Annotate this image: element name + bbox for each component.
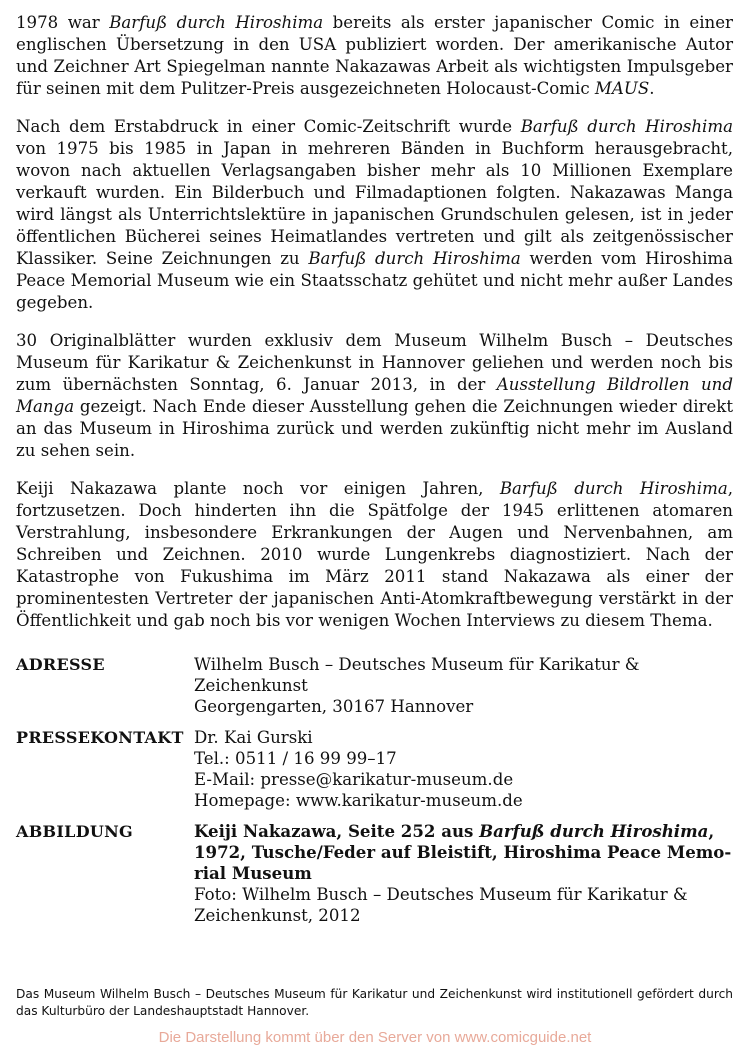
- info-table: [16, 654, 733, 926]
- text: Nach dem Erstabdruck in einer Comic-Zeitschrift wurde: [16, 117, 521, 136]
- info-row-pressekontakt: [16, 727, 733, 811]
- text: , 1972, Tusche/Feder auf Bleistift, Hiroshima Peace Memorial Museum: [194, 821, 732, 883]
- text: von 1975 bis 1985 in Japan in mehreren Bänden in Buchform herausgebracht, wovon nach aktuellen Verlagsangaben bisher mehr als 10 Millionen Exemplare verkauft wurden. Ein Bilderbuch und Filmadaptionen folgten. Nakazawas Manga wird längst als Unterrichtslektüre in japanischen Grundschulen gelesen, ist in jeder öffentlichen Bücherei seines Heimatlandes vertreten und gilt als zeitgenössischer Klassiker. Seine Zeichnungen zu: [16, 139, 733, 268]
- text: , fortzusetzen. Doch hinderten ihn die Spätfolge der 1945 erlittenen atomaren Verstrahlung, insbesondere Erkrankungen der Augen und Nervenbahnen, am Schreiben und Zeichnen. 2010 wurde Lungenkrebs diagnostiziert. Nach der Katastrophe von Fukushima im März 2011 stand Nakazawa als einer der prominentesten Vertreter der japanischen Anti-Atomkraftbewegung verstärkt in der Öffentlichkeit und gab noch bis vor wenigen Wochen Interviews zu diesem Thema.: [16, 479, 733, 630]
- contact-phone: Tel.: 0511 / 16 99 99–17: [194, 749, 397, 768]
- funding-note: Das Museum Wilhelm Busch – Deutsches Museum für Karikatur und Zeichenkunst wird institutionell gefördert durch das Kulturbüro der Landeshauptstadt Hannover.: [16, 987, 733, 1018]
- text: werden vom Hiroshima Peace Memorial Museum wie ein Staatsschatz gehütet und nicht mehr außer Landes gegeben.: [16, 249, 734, 312]
- title-italic: Barfuß durch Hiroshima: [109, 13, 324, 32]
- text: .: [649, 79, 655, 98]
- text: Keiji Nakazawa, Seite 252 aus: [194, 821, 480, 841]
- info-label-pressekontakt: PRESSEKONTAKT: [16, 728, 184, 747]
- title-italic: Ausstellung Bildrollen und Manga: [16, 375, 733, 416]
- title-italic: Barfuß durch Hiroshima: [479, 821, 709, 841]
- address-line: Georgengarten, 30167 Hannover: [194, 697, 474, 716]
- title-italic: Barfuß durch Hiroshima: [499, 479, 728, 498]
- text: bereits als erster japanischer Comic in einer englischen Übersetzung in den USA publiziert worden. Der amerikanische Autor und Zeichner Art Spiegelman nannte Nakazawas Arbeit als wichtigsten Impulsgeber für seinen mit dem Pulitzer-Preis ausgezeichneten Holocaust-Comic: [16, 13, 733, 98]
- info-value-pressekontakt: [194, 727, 733, 811]
- title-italic: Barfuß durch Hiroshima: [520, 117, 733, 136]
- info-row-adresse: [16, 654, 733, 717]
- contact-email[interactable]: E-Mail: presse@karikatur-museum.de: [194, 770, 514, 789]
- image-caption: [194, 821, 733, 884]
- info-row-abbildung: [16, 821, 733, 926]
- text: 30 Originalblätter wurden exklusiv dem Museum Wilhelm Busch – Deutsches Museum für Karikatur & Zeichenkunst in Hannover geliehen und werden noch bis zum übernächsten Sonntag, 6. Januar 2013, in der: [16, 331, 733, 394]
- address-line: Wilhelm Busch – Deutsches Museum für Karikatur & Zeichenkunst: [194, 655, 640, 695]
- info-label-adresse: ADRESSE: [16, 655, 105, 674]
- title-italic: MAUS: [594, 79, 650, 98]
- paragraph-2: [16, 116, 733, 314]
- paragraph-3: [16, 330, 733, 462]
- paragraph-1: [16, 12, 733, 100]
- info-value-abbildung: [194, 821, 733, 926]
- photo-credit: Foto: Wilhelm Busch – Deutsches Museum für Karikatur & Zeichenkunst, 2012: [194, 885, 688, 925]
- text: Keiji Nakazawa plante noch vor einigen Jahren,: [16, 479, 500, 498]
- title-italic: Barfuß durch Hiroshima: [308, 249, 521, 268]
- contact-homepage[interactable]: Homepage: www.karikatur-museum.de: [194, 791, 523, 810]
- text: gezeigt. Nach Ende dieser Ausstellung gehen die Zeichnungen wieder direkt an das Museum in Hiroshima zurück und werden zukünftig nicht mehr im Ausland zu sehen sein.: [16, 397, 733, 460]
- document-body: [16, 12, 733, 936]
- info-label-abbildung: ABBILDUNG: [16, 822, 134, 841]
- text: 1978 war: [16, 13, 110, 32]
- info-value-adresse: [194, 654, 733, 717]
- server-credit: Die Darstellung kommt über den Server von www.comicguide.net: [158, 1029, 592, 1046]
- contact-name: Dr. Kai Gurski: [194, 728, 313, 747]
- paragraph-4: [16, 478, 733, 632]
